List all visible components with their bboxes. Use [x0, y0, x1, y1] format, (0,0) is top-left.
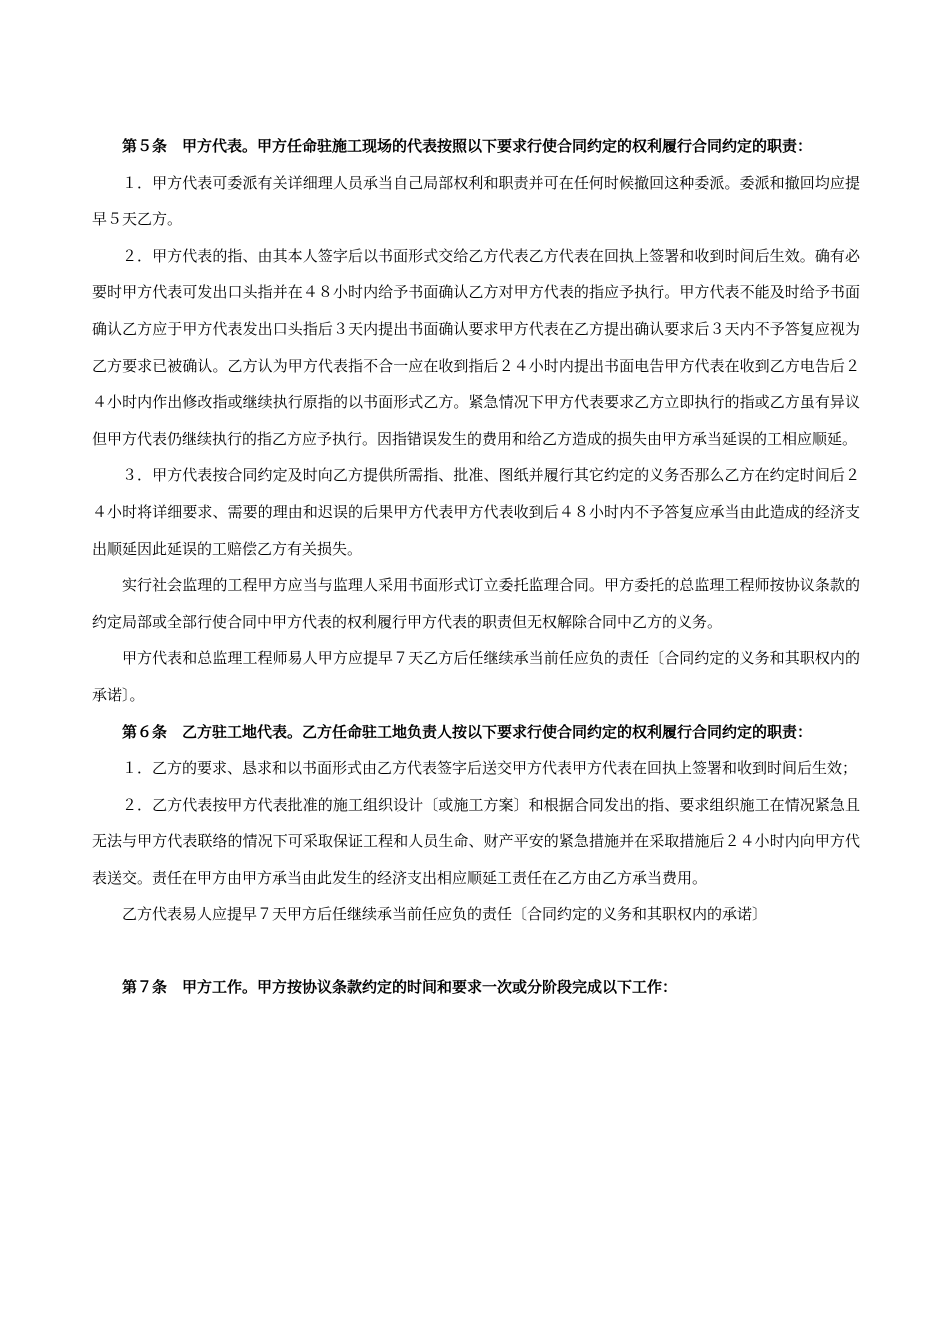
- article-6-replacement-paragraph: 乙方代表易人应提早７天甲方后任继续承当前任应负的责任〔合同约定的义务和其职权内的承诺〕: [122, 905, 768, 924]
- article-6-item-2: ２．乙方代表按甲方代表批准的施工组织设计〔或施工方案〕和根据合同发出的指、要求组织施工在情况紧急且无法与甲方代表联络的情况下可采取保证工程和人员生命、财产平安的紧急措施并在采取措施后２４小时内向甲方代表送交。责任在甲方由甲方承当由此发生的经济支出相应顺延工责任在乙方由乙方承当费用。: [92, 795, 860, 887]
- article-5-item-3: ３．甲方代表按合同约定及时向乙方提供所需指、批准、图纸并履行其它约定的义务否那么乙方在约定时间后２４小时将详细要求、需要的理由和迟误的后果甲方代表甲方代表收到后４８小时内不予答复应承当由此造成的经济支出顺延因此延误的工赔偿乙方有关损失。: [92, 466, 860, 558]
- document-page: [92, 128, 860, 1006]
- article-6-item-1: １．乙方的要求、恳求和以书面形式由乙方代表签字后送交甲方代表甲方代表在回执上签署和收到时间后生效；: [122, 759, 858, 778]
- article-5-item-1: １．甲方代表可委派有关详细理人员承当自己局部权利和职责并可在任何时候撤回这种委派。委派和撤回均应提早５天乙方。: [92, 173, 860, 229]
- article-5-supervision-paragraph: 实行社会监理的工程甲方应当与监理人采用书面形式订立委托监理合同。甲方委托的总监理工程师按协议条款的约定局部或全部行使合同中甲方代表的权利履行甲方代表的职责但无权解除合同中乙方的义务。: [92, 576, 860, 631]
- article-5-heading: 第５条 甲方代表。甲方任命驻施工现场的代表按照以下要求行使合同约定的权利履行合同约定的职责：: [122, 137, 813, 155]
- article-5-replacement-paragraph: 甲方代表和总监理工程师易人甲方应提早７天乙方后任继续承当前任应负的责任〔合同约定的义务和其职权内的承诺〕。: [92, 649, 860, 704]
- article-7-heading: 第７条 甲方工作。甲方按协议条款约定的时间和要求一次或分阶段完成以下工作：: [122, 978, 678, 997]
- section-spacer: [92, 933, 860, 969]
- article-5-item-2: ２．甲方代表的指、由其本人签字后以书面形式交给乙方代表乙方代表在回执上签署和收到时间后生效。确有必要时甲方代表可发出口头指并在４８小时内给予书面确认乙方对甲方代表的指应予执行。甲方代表不能及时给予书面确认乙方应于甲方代表发出口头指后３天内提出书面确认要求甲方代表在乙方提出确认要求后３天内不予答复应视为乙方要求已被确认。乙方认为甲方代表指不合一应在收到指后２４小时内提出书面电告甲方代表在收到乙方电告后２４小时内作出修改指或继续执行原指的以书面形式乙方。紧急情况下甲方代表要求乙方立即执行的指或乙方虽有异议但甲方代表仍继续执行的指乙方应予执行。因指错误发生的费用和给乙方造成的损失由甲方承当延误的工相应顺延。: [92, 246, 860, 448]
- article-6-heading: 第６条 乙方驻工地代表。乙方任命驻工地负责人按以下要求行使合同约定的权利履行合同约定的职责：: [122, 722, 813, 741]
